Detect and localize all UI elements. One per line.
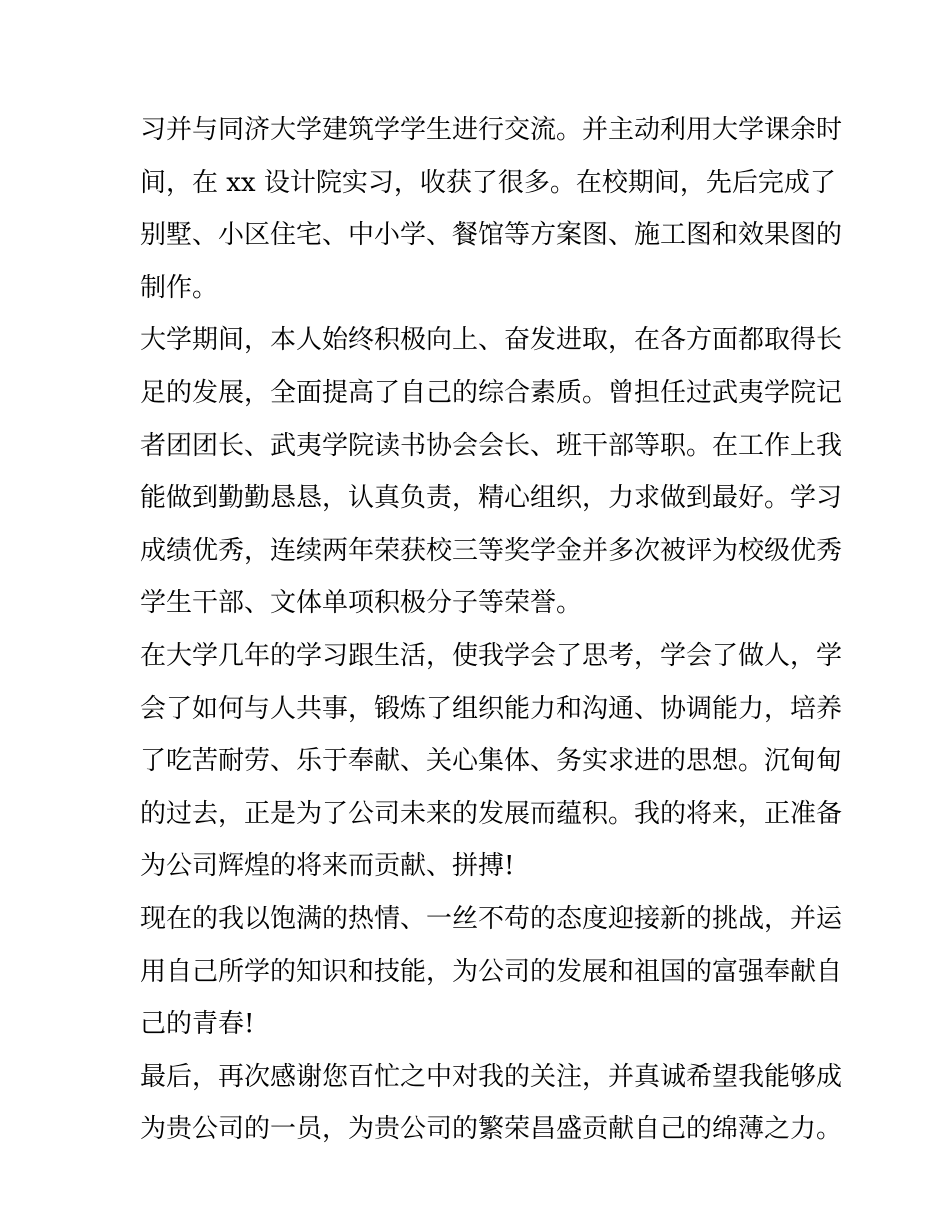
text-line: 现在的我以饱满的热情、一丝不苟的态度迎接新的挑战，并运 [140, 903, 843, 934]
text-line: 在大学几年的学习跟生活，使我学会了思考，学会了做人，学 [140, 640, 843, 671]
text-line: 制作。 [140, 272, 219, 303]
paragraph-university-roles [140, 314, 843, 630]
text-line: 习并与同济大学建筑学学生进行交流。并主动利用大学课余时 [140, 115, 843, 145]
paragraph-growth [140, 630, 843, 893]
text-line: 最后，再次感谢您百忙之中对我的关注，并真诚希望我能够成 [140, 1061, 843, 1092]
text-line: 者团团长、武夷学院读书协会会长、班干部等职。在工作上我 [140, 430, 843, 461]
text-line: 为贵公司的一员，为贵公司的繁荣昌盛贡献自己的绵薄之力。 [140, 1114, 843, 1145]
text-line: 成绩优秀，连续两年荣获校三等奖学金并多次被评为校级优秀 [140, 535, 843, 566]
text-line: 用自己所学的知识和技能，为公司的发展和祖国的富强奉献自 [140, 956, 843, 987]
text-line: 会了如何与人共事，锻炼了组织能力和沟通、协调能力，培养 [140, 693, 843, 724]
text-line: 别墅、小区住宅、中小学、餐馆等方案图、施工图和效果图的 [140, 220, 843, 251]
text-line: 间，在 xx 设计院实习，收获了很多。在校期间，先后完成了 [140, 167, 836, 198]
text-line: 为公司辉煌的将来而贡献、拼搏! [140, 851, 515, 882]
text-line: 大学期间，本人始终积极向上、奋发进取，在各方面都取得长 [140, 325, 843, 356]
text-line: 足的发展，全面提高了自己的综合素质。曾担任过武夷学院记 [140, 377, 843, 408]
text-line: 己的青春! [140, 1009, 255, 1040]
paragraph-closing [140, 1051, 843, 1156]
text-line: 了吃苦耐劳、乐于奉献、关心集体、务实求进的思想。沉甸甸 [140, 746, 843, 777]
text-line: 学生干部、文体单项积极分子等荣誉。 [140, 588, 583, 619]
text-line: 的过去，正是为了公司未来的发展而蕴积。我的将来，正准备 [140, 798, 843, 829]
text-line: 能做到勤勤恳恳，认真负责，精心组织，力求做到最好。学习 [140, 483, 843, 514]
paragraph-commitment [140, 893, 843, 1051]
document-body [140, 104, 843, 1156]
paragraph-internship [140, 104, 843, 314]
